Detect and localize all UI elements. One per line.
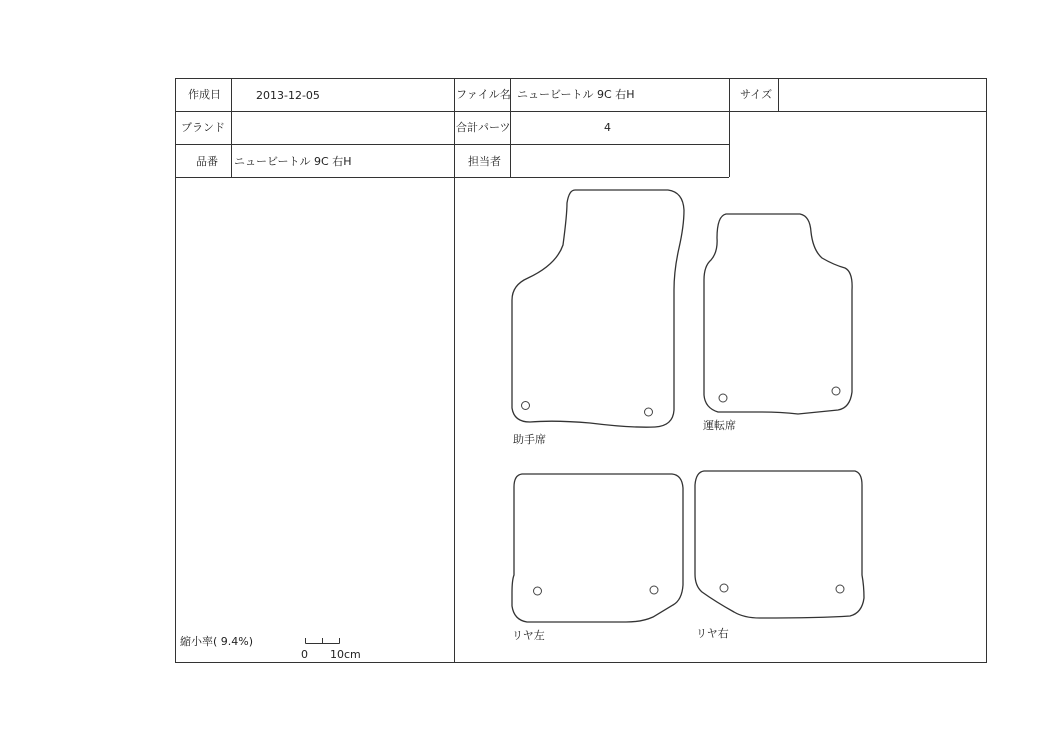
created-label: 作成日 (188, 88, 221, 101)
file-label: ファイル名 (456, 88, 511, 101)
mat-passenger-shape (512, 190, 684, 427)
mat-passenger-hole-right (645, 408, 653, 416)
scale-ten-label: 10cm (330, 648, 361, 661)
mat-rear-right-hole-right (836, 585, 844, 593)
mat-passenger-label: 助手席 (513, 433, 546, 446)
mat-rear-left-hole-right (650, 586, 658, 594)
product-label: 品番 (196, 155, 218, 168)
mat-rear-left-shape (512, 474, 683, 622)
brand-label: ブランド (181, 121, 225, 134)
parts-label: 合計パーツ (456, 121, 511, 134)
size-label: サイズ (740, 88, 773, 101)
mat-rear-right-hole-left (720, 584, 728, 592)
mat-driver-hole-right (832, 387, 840, 395)
scale-ratio-label: 縮小率( 9.4%) (180, 635, 254, 648)
mat-rear-left-hole-left (534, 587, 542, 595)
product-value: ニュービートル 9C 右H (234, 155, 352, 168)
file-value: ニュービートル 9C 右H (517, 88, 635, 101)
scale-zero-label: 0 (301, 648, 308, 661)
mat-driver-shape (704, 214, 852, 414)
created-value: 2013-12-05 (256, 89, 320, 102)
mat-driver-label: 運転席 (703, 419, 736, 432)
mat-passenger-hole-left (522, 402, 530, 410)
mat-driver-hole-left (719, 394, 727, 402)
mat-rear-right-shape (695, 471, 864, 618)
staff-label: 担当者 (468, 155, 501, 168)
mat-rear-right-label: リヤ右 (696, 627, 729, 640)
parts-value: 4 (604, 121, 611, 134)
mat-rear-left-label: リヤ左 (512, 629, 545, 642)
